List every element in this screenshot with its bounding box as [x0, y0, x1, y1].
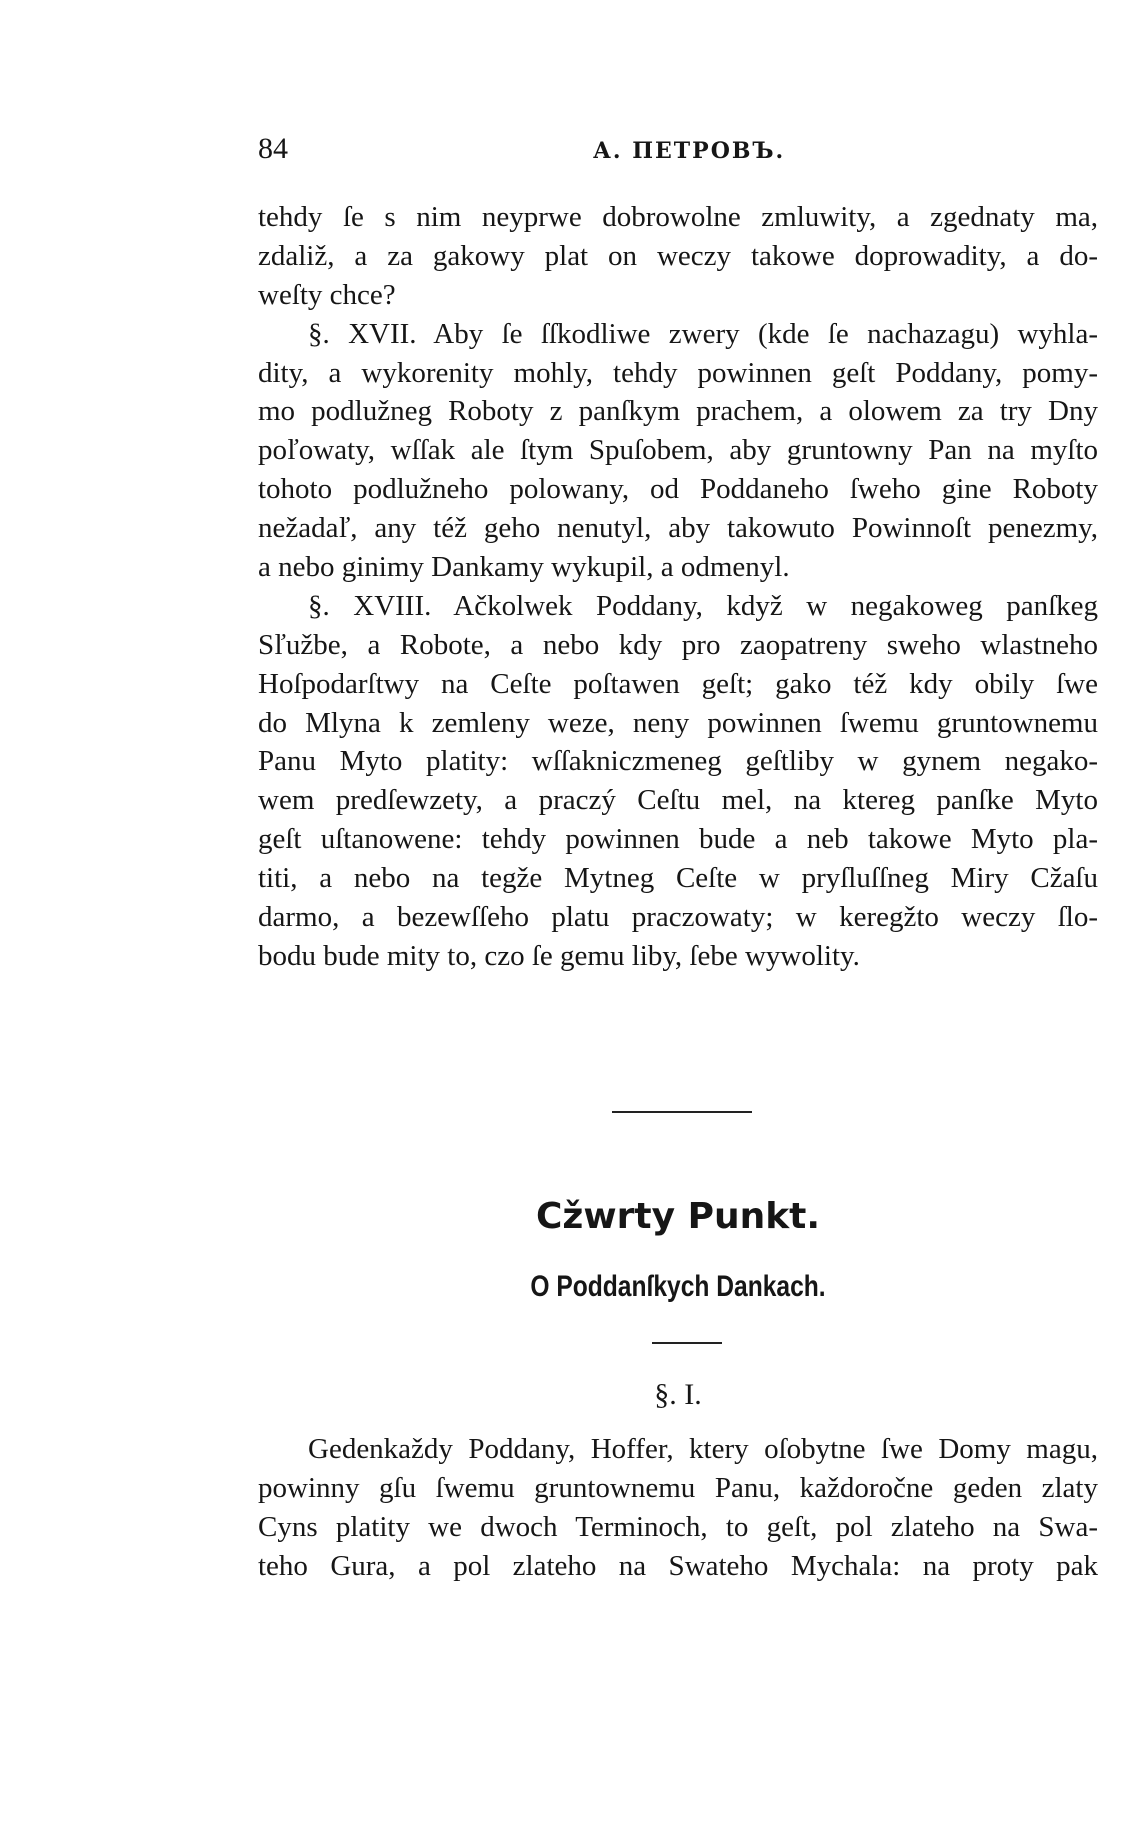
text-line: tehdy ſe s nim neyprwe dobrowolne zmluwity, a zgednaty ma,	[258, 201, 1098, 233]
text-line: wem predſewzety, a praczý Ceſtu mel, na ktereg panſke Myto	[258, 784, 1098, 817]
text-line: §. XVII. Aby ſe ſſkodliwe zwery (kde ſe nachazagu) wyhla-	[308, 317, 1098, 350]
text-line: Cyns platity we dwoch Terminoch, to geſt, pol zlateho na Swa-	[258, 1510, 1098, 1543]
text-line: titi, a nebo na tegže Mytneg Ceſte w pryſluſſneg Miry Cžaſu	[258, 862, 1098, 895]
text-line: nežadaľ, any též geho nenutyl, aby takowuto Powinnoſt penezmy,	[258, 512, 1098, 545]
text-line: Hoſpodarſtwy na Ceſte poſtawen geſt; gako též kdy obily ſwe	[258, 667, 1098, 700]
subtitle-rule	[652, 1342, 722, 1344]
text-line: a nebo ginimy Dankamy wykupil, a odmenyl.	[258, 551, 790, 584]
text-line: bodu bude mity to, czo ſe gemu liby, ſebe wywolity.	[258, 939, 860, 972]
text-line: weſty chce?	[258, 278, 396, 311]
paragraph-mark: §. I.	[654, 1378, 702, 1411]
text-block-lower	[258, 1430, 1098, 1586]
text-line: geſt uſtanowene: tehdy powinnen bude a neb takowe Myto pla-	[258, 823, 1098, 856]
text-line: Gedenkaždy Poddany, Hoffer, ktery oſobytne ſwe Domy magu,	[308, 1433, 1098, 1465]
text-line: darmo, a bezewſſeho platu praczowaty; w keregžto weczy ſlo-	[258, 901, 1098, 934]
page-header	[258, 132, 1098, 172]
text-line: §. XVIII. Ačkolwek Poddany, když w negakoweg panſkeg	[308, 589, 1098, 622]
text-line: poľowaty, wſſak ale ſtym Spuſobem, aby gruntowny Pan na myſto	[258, 434, 1098, 467]
section-subtitle: O Poddanſkych Dankach.	[530, 1270, 826, 1303]
text-line: teho Gura, a pol zlateho na Swateho Mychala: na proty pak	[258, 1549, 1098, 1582]
section-divider-rule	[612, 1111, 752, 1113]
running-head: А. ПЕТРОВЪ.	[593, 138, 786, 164]
text-block-upper	[258, 198, 1098, 976]
section-title: Cžwrty Punkt.	[535, 1196, 821, 1237]
text-line: mo podlužneg Roboty z panſkym prachem, a olowem za try Dny	[258, 395, 1098, 428]
text-line: Sľužbe, a Robote, a nebo kdy pro zaopatreny sweho wlastneho	[258, 628, 1098, 661]
page-number: 84	[258, 132, 288, 165]
text-line: zdaliž, a za gakowy plat on weczy takowe doprowadity, a do-	[258, 239, 1098, 272]
text-line: tohoto podlužneho polowany, od Poddaneho ſweho gine Roboty	[258, 473, 1098, 506]
text-line: do Mlyna k zemleny weze, neny powinnen ſwemu gruntownemu	[258, 706, 1098, 739]
text-line: dity, a wykorenity mohly, tehdy powinnen geſt Poddany, pomy-	[258, 356, 1098, 389]
text-line: powinny gſu ſwemu gruntownemu Panu, každoročne geden zlaty	[258, 1471, 1098, 1504]
text-line: Panu Myto platity: wſſakniczmeneg geſtliby w gynem negako-	[258, 745, 1098, 778]
